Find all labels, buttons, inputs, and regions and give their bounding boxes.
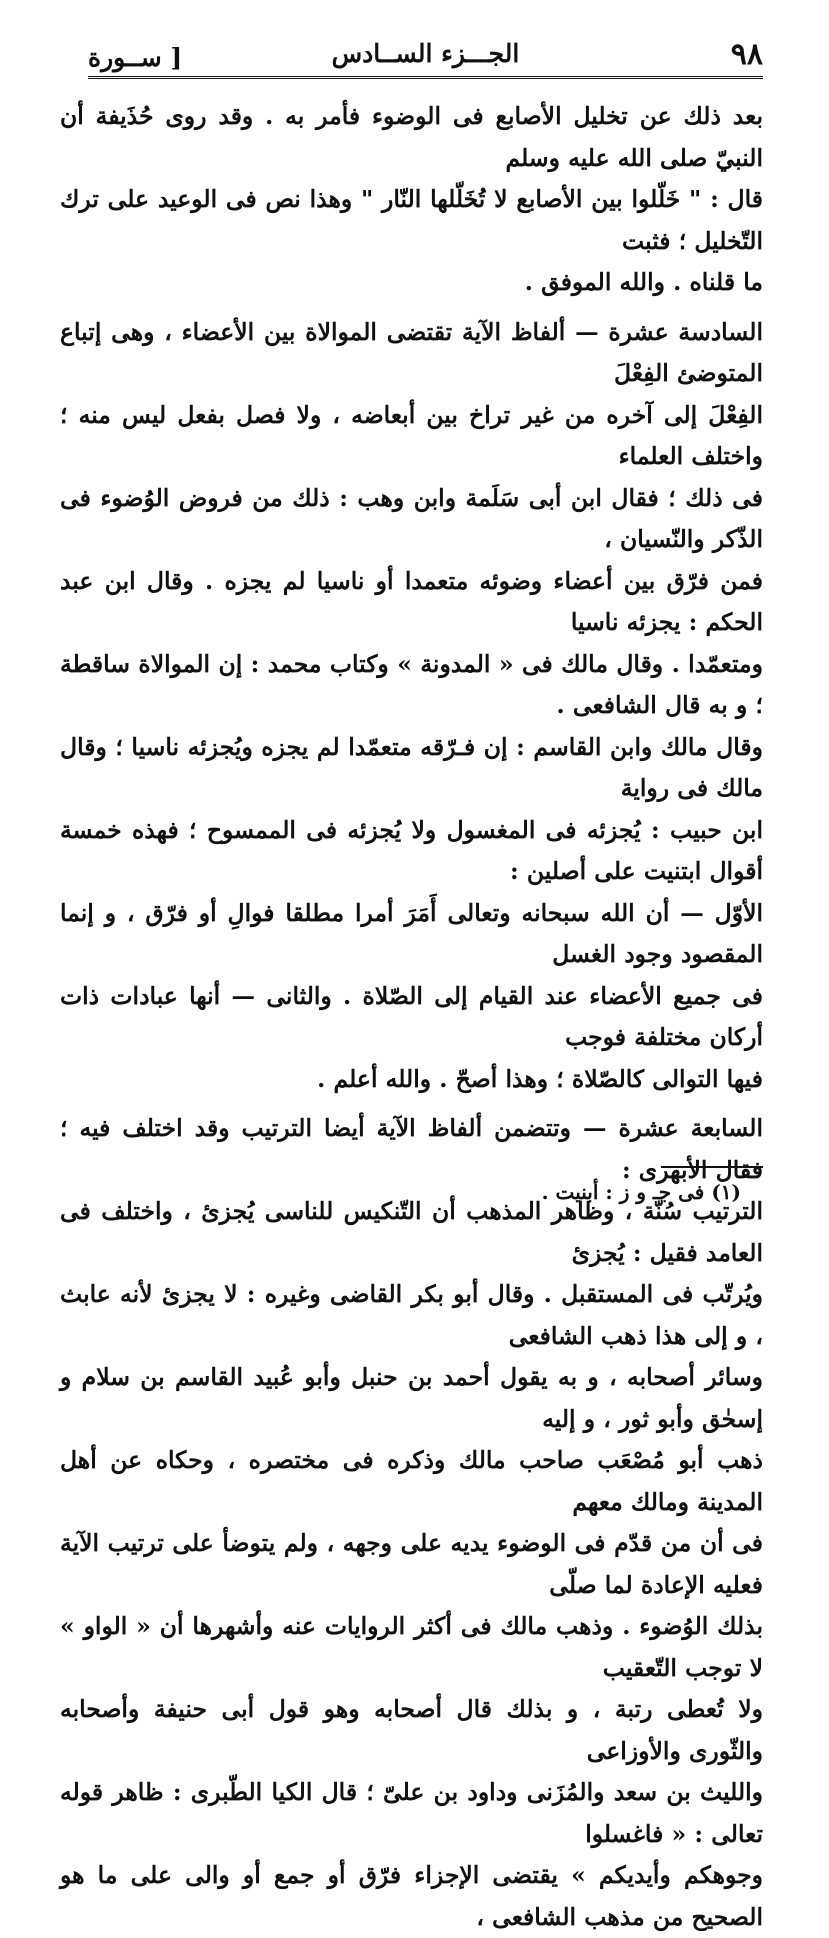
text-line: السادسة عشرة — ألفاظ الآية تقتضى الموالاة بين الأعضاء ، وهى إتباع المتوضئ الفِعْلَ xyxy=(60,317,763,387)
text-line: الأوّل — أن الله سبحانه وتعالى أَمَرَ أمرا مطلقا فوالِ أو فرّق ، و إنما المقصود وجود الغسل xyxy=(60,898,763,968)
text-line: فيها التوالى كالصّلاة ؛ وهذا أصحّ . والله أعلم . xyxy=(317,1064,763,1093)
paragraph-1 xyxy=(60,96,763,304)
text-line: فى جميع الأعضاء عند القيام إلى الصّلاة . والثانى — أنها عبادات ذات أركان مختلفة فوجب xyxy=(60,981,763,1051)
paragraph-3 xyxy=(60,1108,763,1938)
paragraph-2 xyxy=(60,312,763,1101)
text-line: الفِعْلَ إلى آخره من غير تراخ بين أبعاضه ، ولا فصل بفعل ليس منه ؛ واختلف العلماء xyxy=(60,400,763,470)
text-line: ومتعمّدا . وقال مالك فى « المدونة » وكتاب محمد : إن الموالاة ساقطة ؛ و به قال الشافعى . xyxy=(60,649,763,719)
text-line: ذهب أبو مُصْعَب صاحب مالك وذكره فى مختصره ، وحكاه عن أهل المدينة ومالك معهم xyxy=(60,1446,763,1516)
text-line: ويُرتّب فى المستقبل . وقال أبو بكر القاضى وغيره : لا يجزئ لأنه عابث ، و إلى هذا ذهب الشافعى xyxy=(60,1280,763,1350)
text-line: وجوهكم وأيديكم » يقتضى الإجزاء فرّق أو جمع أو والى على ما هو الصحيح من مذهب الشافعى ، xyxy=(60,1861,763,1931)
text-line: بعد ذلك عن تخليل الأصابع فى الوضوء فأمر به . وقد روى حُذَيفة أن النبيّ صلى الله عليه وسلم xyxy=(60,102,763,172)
page-header xyxy=(88,30,763,72)
text-line: بذلك الوُضوء . وذهب مالك فى أكثر الروايات عنه وأشهرها أن « الواو » لا توجب التّعقيب xyxy=(60,1612,763,1682)
text-line: السابعة عشرة — وتتضمن ألفاظ الآية أيضا الترتيب وقد اختلف فيه ؛ فقال الأبهرى : xyxy=(60,1114,763,1184)
footnote-divider xyxy=(661,1166,763,1168)
text-line: ولا تُعطى رتبة ، و بذلك قال أصحابه وهو قول أبى حنيفة وأصحابه والثّورى والأوزاعى xyxy=(60,1695,763,1765)
text-line: ما قلناه . والله الموفق . xyxy=(524,268,763,296)
text-line: ابن حبيب : يُجزئه فى المغسول ولا يُجزئه فى الممسوح ؛ فهذه خمسة أقوال ابتنيت على أصلين : xyxy=(60,815,763,885)
text-line: والليث بن سعد والمُزَنى وداود بن علىّ ؛ قال الكيا الطّبرى : ظاهر قوله تعالى : « فاغسلوا xyxy=(60,1778,763,1848)
text-line: قال : " خَلّلوا بين الأصابع لا تُخَلّلها النّار " وهذا نص فى الوعيد على ترك التّخليل ؛ فثبت xyxy=(60,185,763,255)
running-title: الجـــزء الســادس xyxy=(331,39,520,68)
text-line: وقال مالك وابن القاسم : إن فـرّقه متعمّدا لم يجزه ويُجزئه ناسيا ؛ وقال مالك فى رواية xyxy=(60,732,763,802)
main-text xyxy=(60,96,763,1938)
text-line: فى ذلك ؛ فقال ابن أبى سَلَمة وابن وهب : ذلك من فروض الوُضوء فى الذّكر والنّسيان ، xyxy=(60,483,763,553)
header-divider xyxy=(88,76,763,79)
surah-label: [ ســورة xyxy=(88,43,183,72)
text-line: فى أن من قدّم فى الوضوء يديه على وجهه ، ولم يتوضأ على ترتيب الآية فعليه الإعادة لما صلّى xyxy=(60,1529,763,1599)
text-line: الترتيب سُنّة ، وظاهر المذهب أن التّنكيس للناسى يُجزئ ، واختلف فى العامد فقيل : يُجزئ xyxy=(60,1197,763,1267)
text-line: وسائر أصحابه ، و به يقول أحمد بن حنبل وأبو عُبيد القاسم بن سلام و إسحٰق وأبو ثور ، و إليه xyxy=(60,1363,763,1433)
footnote: (١) فى جـ و ز : أبنيت . xyxy=(541,1180,741,1204)
page-number: ٩٨ xyxy=(730,37,763,72)
text-line: فمن فرّق بين أعضاء وضوئه متعمدا أو ناسيا لم يجزه . وقال ابن عبد الحكم : يجزئه ناسيا xyxy=(60,566,763,636)
